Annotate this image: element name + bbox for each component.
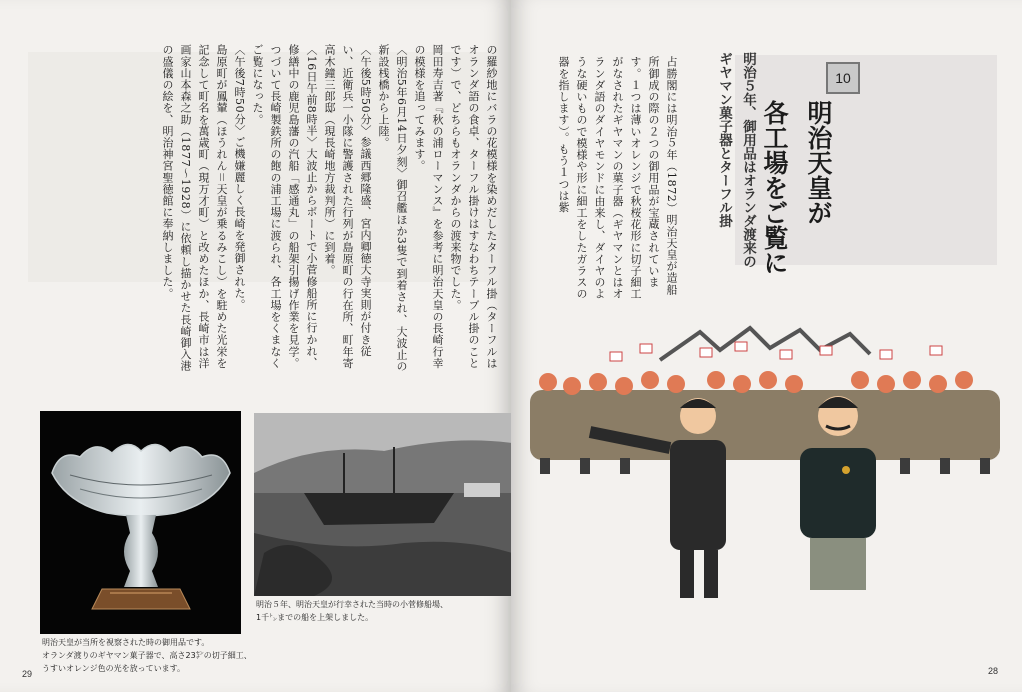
chapter-number-badge: 10 (826, 62, 860, 94)
left-page-number: 29 (22, 669, 33, 679)
kosuge-slip-dock-photo (254, 413, 512, 596)
glass-bowl-caption: 明治天皇が当所を視察された時の御用品です。 オランダ渡りのギヤマン菓子器で、高さ23㌢の切子細工、 うすいオレンジ色の光を放っています。 (42, 638, 252, 673)
emperor-crowd-illustration (520, 320, 1010, 610)
glass-bowl-icon (40, 411, 241, 634)
crowd-welcome-icon (520, 320, 1010, 610)
shipyard-icon (254, 413, 512, 596)
left-body-text: の羅紗地にバラの花模様を染めだしたターフル掛（ターフルはオランダ語の食卓、ターフル掛けはすなわちテーブル掛のことです）で、どちらもオランダからの渡来物でした。 岡田寿吉著『秋の浦ローマンス』を参考に明治天皇の長崎行幸の模様を追ってみます。 〈明治5年6月14日夕刻〉御召艦ほか3隻で到着され、大波止の新設桟橋から上陸。 〈午後5時50分〉参議西郷隆盛、宮内卿徳大寺実則が付き従い、近衛兵一小隊に警護された行列が島原町の行在所、町年寄高木鐘三郎邸（現長崎地方裁判所）に到着。 〈16日午前8時半〉大波止からボートで小菅修船所に行かれ、修繕中の鹿児島藩の汽船「感通丸」の船架引揚げ作業を見学。つづいて長崎製鉄所の飽の浦工場に渡られ、各工場をくまなくご覧になった。 〈午後7時50分〉ご機嫌麗しく長崎を発御された。 島原町が鳳輦（ほうれん＝天皇が乗るみこし）を駐めた光栄を記念して町名を萬歳町（現万才町）と改めたほか、長崎市は洋画家山本森之助（1877〜1928）に依頼し描かせた長崎御入港の盛儀の絵を、明治神宮聖徳館に奉納しました。 (161, 44, 498, 372)
right-body-text: 占勝閣には明治５年（1872）明治天皇が造船所御成の際の２つの御用品が宝蔵されています。１つは薄いオレンジで秋桜花形に切子細工がなされたギヤマンの菓子器（ギヤマンとはオランダ語のダイヤモンドに由来し、ダイヤのような硬いもので模様や形に細工をしたガラスの器を指します）。もう１つは紫 (557, 56, 678, 300)
dock-photo-caption: 明治５年、明治天皇が行幸された当時の小菅修船場、 1千㌧までの船を上架しました。 (256, 600, 448, 622)
page-subtitle: 明治５年、御用品はオランダ渡来の ギヤマン菓子器とターフル掛 (716, 52, 756, 268)
right-page-number: 28 (988, 666, 999, 676)
page-title: 明治天皇が 各工場をご覧に (760, 100, 833, 275)
cut-glass-bowl-photo (40, 411, 241, 634)
